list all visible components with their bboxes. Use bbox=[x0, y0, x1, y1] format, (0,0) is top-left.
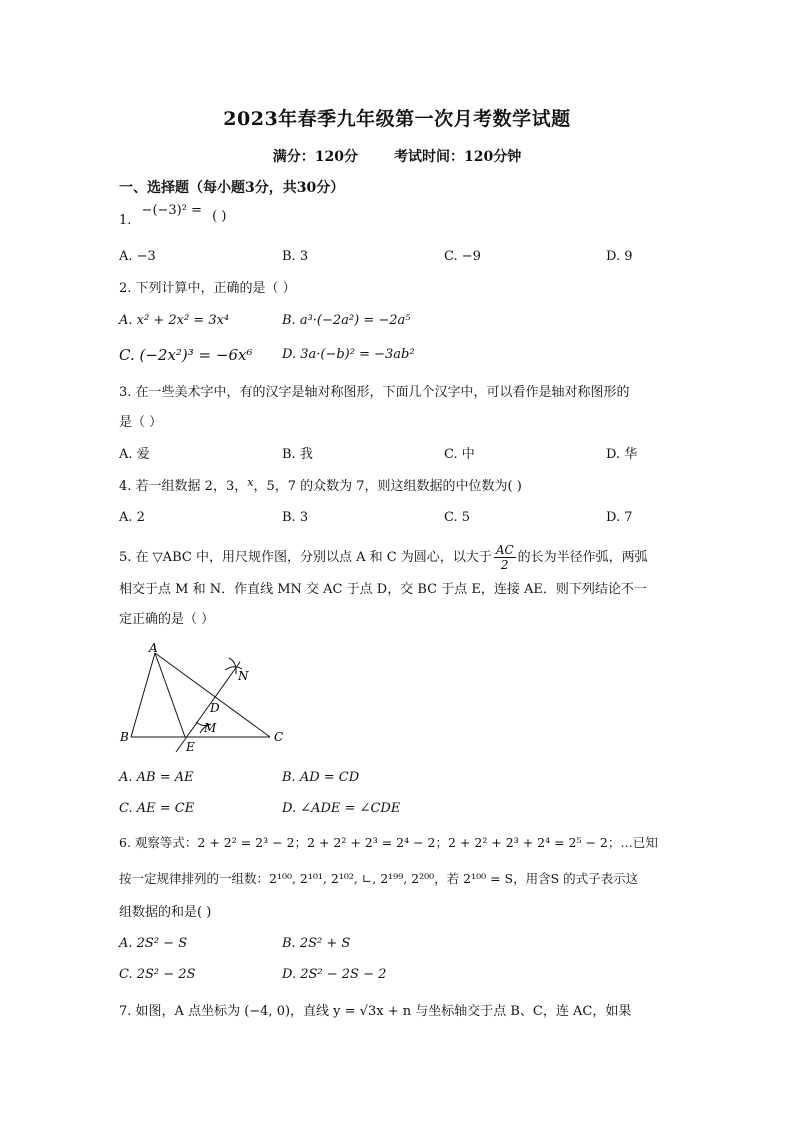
label-e: E bbox=[186, 740, 195, 754]
option-a: A. 2S² − S bbox=[119, 936, 188, 951]
question-number: 2. bbox=[119, 281, 132, 296]
answer-blank: ( ) bbox=[212, 209, 227, 224]
option-c: C. 2S² − 2S bbox=[119, 967, 196, 982]
question-2-stem: 下列计算中，正确的是（ ） bbox=[135, 281, 296, 296]
triangle-figure bbox=[114, 640, 294, 755]
question-6-stem-cont: 按一定规律排列的一组数：2¹⁰⁰, 2¹⁰¹, 2¹⁰², ∟, 2¹⁹⁹, 2²⁰⁰，若 2¹⁰⁰ = S，用含S 的式子表示这 bbox=[119, 871, 639, 886]
option-b: B. 我 bbox=[282, 447, 313, 462]
question-3-stem: 在一些美术字中，有的汉字是轴对称图形，下面几个汉字中，可以看作是轴对称图形的 bbox=[135, 385, 630, 400]
option-c: C. AE = CE bbox=[119, 801, 195, 816]
option-b: B. AD = CD bbox=[282, 770, 360, 785]
label-m: M bbox=[204, 721, 217, 735]
question-5-stem-cont: 相交于点 M 和 N．作直线 MN 交 AC 于点 D，交 BC 于点 E，连接 AE．则下列结论不一 bbox=[119, 582, 647, 597]
question-4-stem-a: 若一组数据 2，3， bbox=[135, 479, 248, 494]
label-c: C bbox=[274, 730, 284, 744]
fraction-ac-over-2: $\frac{AC}{2}$ bbox=[495, 543, 514, 572]
question-number: 1. bbox=[119, 213, 132, 228]
option-b: B. 3 bbox=[282, 249, 309, 264]
question-4-stem-b: ，5，7 的众数为 7，则这组数据的中位数为( ) bbox=[253, 479, 522, 494]
option-c: C. 中 bbox=[444, 447, 475, 462]
question-number: 3. bbox=[119, 385, 132, 400]
option-d: D. 3a·(−b)² = −3ab² bbox=[282, 347, 415, 362]
label-d: D bbox=[210, 701, 220, 715]
exam-time: 考试时间：120分钟 bbox=[394, 149, 522, 165]
question-1 bbox=[119, 203, 227, 230]
section-heading: 一、选择题（每小题3分，共30分） bbox=[119, 180, 345, 196]
option-c: C. 5 bbox=[444, 510, 471, 525]
question-number: 7. bbox=[119, 1004, 132, 1019]
option-a: A. 2 bbox=[119, 510, 145, 525]
full-score: 满分：120分 bbox=[272, 149, 358, 165]
question-7-stem: 如图，A 点坐标为 (−4, 0)，直线 y = √3x + n 与坐标轴交于点 B、C，连 AC，如果 bbox=[135, 1004, 632, 1019]
option-a: A. 爱 bbox=[119, 447, 150, 462]
option-a: A. x² + 2x² = 3x⁴ bbox=[119, 313, 230, 328]
label-a: A bbox=[149, 641, 158, 655]
question-5-stem-b: 的长为半径作弧，两弧 bbox=[517, 550, 648, 565]
option-c: C. −9 bbox=[444, 249, 481, 264]
exam-title: 2023年春季九年级第一次月考数学试题 bbox=[223, 108, 571, 130]
option-a: A. −3 bbox=[119, 249, 156, 264]
option-b: B. 3 bbox=[282, 510, 309, 525]
question-2 bbox=[119, 280, 296, 298]
question-5-stem-cont2: 定正确的是（ ） bbox=[119, 612, 215, 627]
option-d: D. ∠ADE = ∠CDE bbox=[282, 801, 401, 816]
question-7 bbox=[119, 1003, 631, 1021]
label-n: N bbox=[238, 669, 249, 683]
question-4 bbox=[119, 478, 522, 496]
question-number: 4. bbox=[119, 479, 132, 494]
option-b: B. 2S² + S bbox=[282, 936, 351, 951]
option-d: D. 华 bbox=[606, 447, 638, 462]
option-a: A. AB = AE bbox=[119, 770, 194, 785]
question-6 bbox=[119, 834, 658, 852]
question-3 bbox=[119, 384, 630, 402]
question-number: 5. bbox=[119, 550, 132, 565]
option-b: B. a³·(−2a²) = −2a⁵ bbox=[282, 313, 411, 328]
option-d: D. 9 bbox=[606, 249, 633, 264]
option-d: D. 7 bbox=[606, 510, 633, 525]
option-c: C. (−2x²)³ = −6x⁶ bbox=[119, 346, 253, 364]
variable-x: x bbox=[247, 476, 254, 489]
exam-subtitle bbox=[0, 146, 794, 166]
question-6-stem: 观察等式：2 + 2² = 2³ − 2；2 + 2² + 2³ = 2⁴ − 2；2 + 2² + 2³ + 2⁴ = 2⁵ − 2；…已知 bbox=[134, 835, 658, 850]
question-6-stem-cont2: 组数据的和是( ) bbox=[119, 905, 212, 920]
question-1-expression: −(−3)² = bbox=[141, 203, 202, 218]
option-d: D. 2S² − 2S − 2 bbox=[282, 967, 387, 982]
question-5-stem-a: 在 ▽ABC 中，用尺规作图，分别以点 A 和 C 为圆心，以大于 bbox=[135, 550, 492, 565]
question-3-stem-cont: 是（ ） bbox=[119, 415, 163, 430]
question-5 bbox=[119, 543, 648, 572]
label-b: B bbox=[120, 730, 129, 744]
question-number: 6. bbox=[119, 835, 131, 850]
